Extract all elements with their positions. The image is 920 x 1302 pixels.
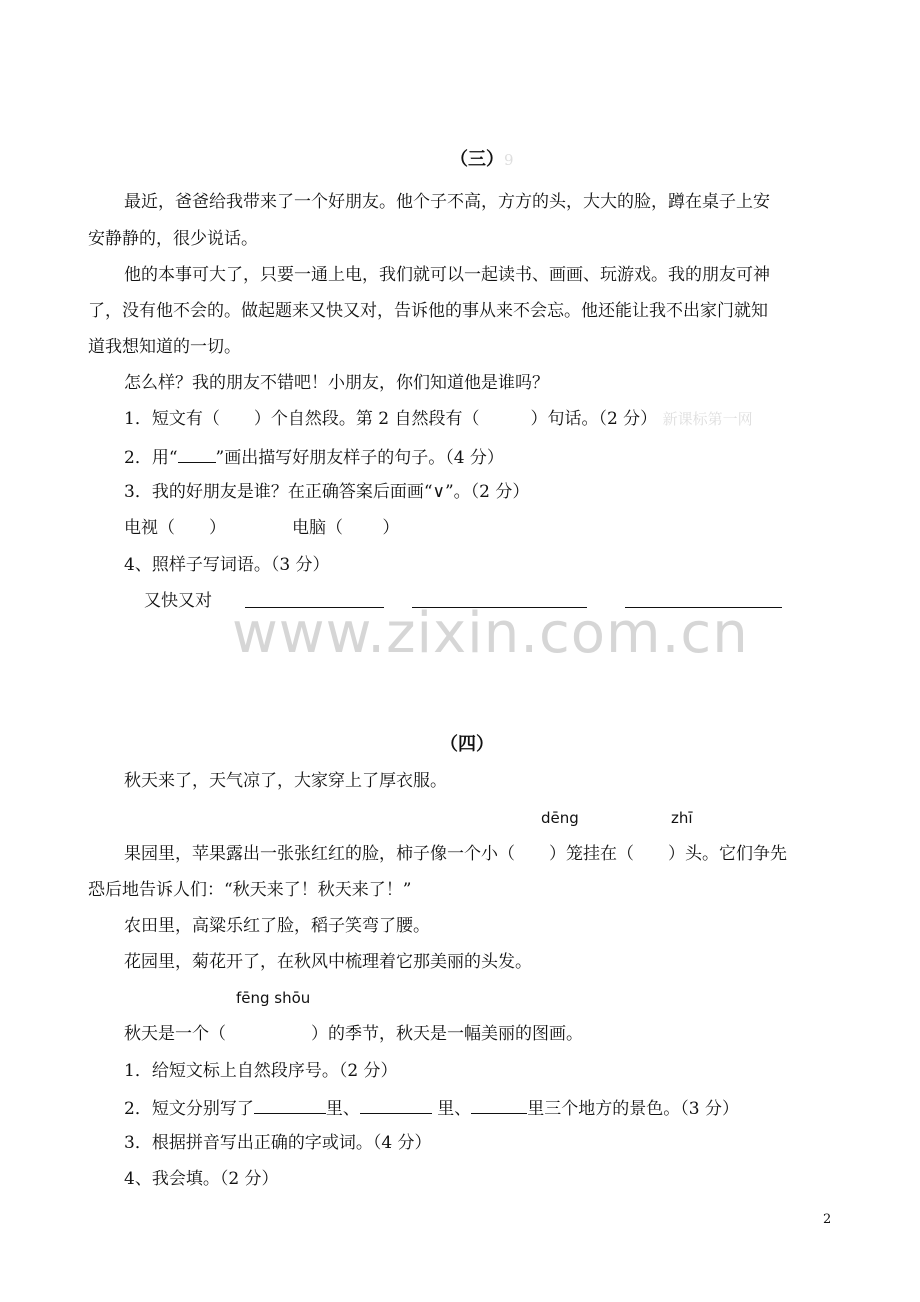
pinyin-zhi: zhī bbox=[671, 809, 693, 827]
page-number: 2 bbox=[823, 1212, 832, 1227]
section-4-question-3: 3．根据拼音写出正确的字或词。（4 分） bbox=[124, 1133, 432, 1153]
section-4-title: （四） bbox=[440, 734, 494, 755]
section-3-para-3: 怎么样？我的朋友不错吧！小朋友，你们知道他是谁吗？ bbox=[124, 373, 549, 393]
pinyin-deng: dēng bbox=[541, 809, 579, 827]
place-blank-2[interactable] bbox=[360, 1097, 432, 1114]
section-4-para-5: 秋天是一个（ ）的季节，秋天是一幅美丽的图画。 bbox=[124, 1024, 583, 1044]
section-3-para-2-line-1: 他的本事可大了，只要一通上电，我们就可以一起读书、画画、玩游戏。我的朋友可神 bbox=[124, 265, 770, 285]
section-4-para-2-line-2: 恐后地告诉人们：“秋天来了！秋天来了！” bbox=[88, 880, 412, 900]
place-blank-1[interactable] bbox=[254, 1097, 326, 1114]
section-3-question-3: 3．我的好朋友是谁？在正确答案后面画“∨”。（2 分） bbox=[124, 482, 530, 502]
example-word: 又快又对 bbox=[144, 591, 212, 611]
section-3-question-2: 2．用“ ”画出描写好朋友样子的句子。（4 分） bbox=[124, 448, 504, 468]
section-4-para-3: 农田里，高粱乐红了脸，稻子笑弯了腰。 bbox=[124, 916, 430, 936]
section-3-para-2-line-2: 了，没有他不会的。做起题来又快又对，告诉他的事从来不会忘。他还能让我不出家门就知 bbox=[88, 301, 768, 321]
question-2-blank[interactable] bbox=[178, 446, 216, 463]
section-3-title-mark: 9 bbox=[504, 151, 514, 169]
section-4-para-4: 花园里，菊花开了，在秋风中梳理着它那美丽的头发。 bbox=[124, 952, 532, 972]
section-4-question-1: 1．给短文标上自然段序号。（2 分） bbox=[124, 1061, 398, 1081]
section-3-question-1: 1．短文有（ ）个自然段。第 2 自然段有（ ）句话。（2 分） 新课标第一网 bbox=[124, 409, 753, 429]
place-blank-3[interactable] bbox=[471, 1097, 527, 1114]
option-computer[interactable]: 电脑（ ） bbox=[292, 518, 400, 538]
section-3-question-1-faint-mark: 新课标第一网 bbox=[662, 410, 753, 428]
option-tv[interactable]: 电视（ ） bbox=[124, 518, 226, 538]
section-4-para-1: 秋天来了，天气凉了，大家穿上了厚衣服。 bbox=[124, 771, 447, 791]
section-3-question-4: 4、照样子写词语。（3 分） bbox=[124, 555, 330, 575]
section-3-para-1-line-2: 安静静的，很少说话。 bbox=[88, 229, 258, 249]
section-3-para-2-line-3: 道我想知道的一切。 bbox=[88, 337, 241, 357]
pinyin-fengshou: fēng shōu bbox=[236, 989, 311, 1007]
section-3-para-1-line-1: 最近，爸爸给我带来了一个好朋友。他个子不高，方方的头，大大的脸，蹲在桌子上安 bbox=[124, 192, 770, 212]
section-3-title: （三）9 bbox=[450, 149, 514, 170]
watermark: www.zixin.com.cn bbox=[232, 601, 749, 666]
section-4-para-2-line-1: 果园里，苹果露出一张张红红的脸，柿子像一个小（ ）笼挂在（ ）头。它们争先 bbox=[124, 844, 787, 864]
section-4-question-2: 2．短文分别写了 里、 里、 里三个地方的景色。（3 分） bbox=[124, 1099, 739, 1119]
section-4-question-4: 4、我会填。（2 分） bbox=[124, 1169, 279, 1189]
